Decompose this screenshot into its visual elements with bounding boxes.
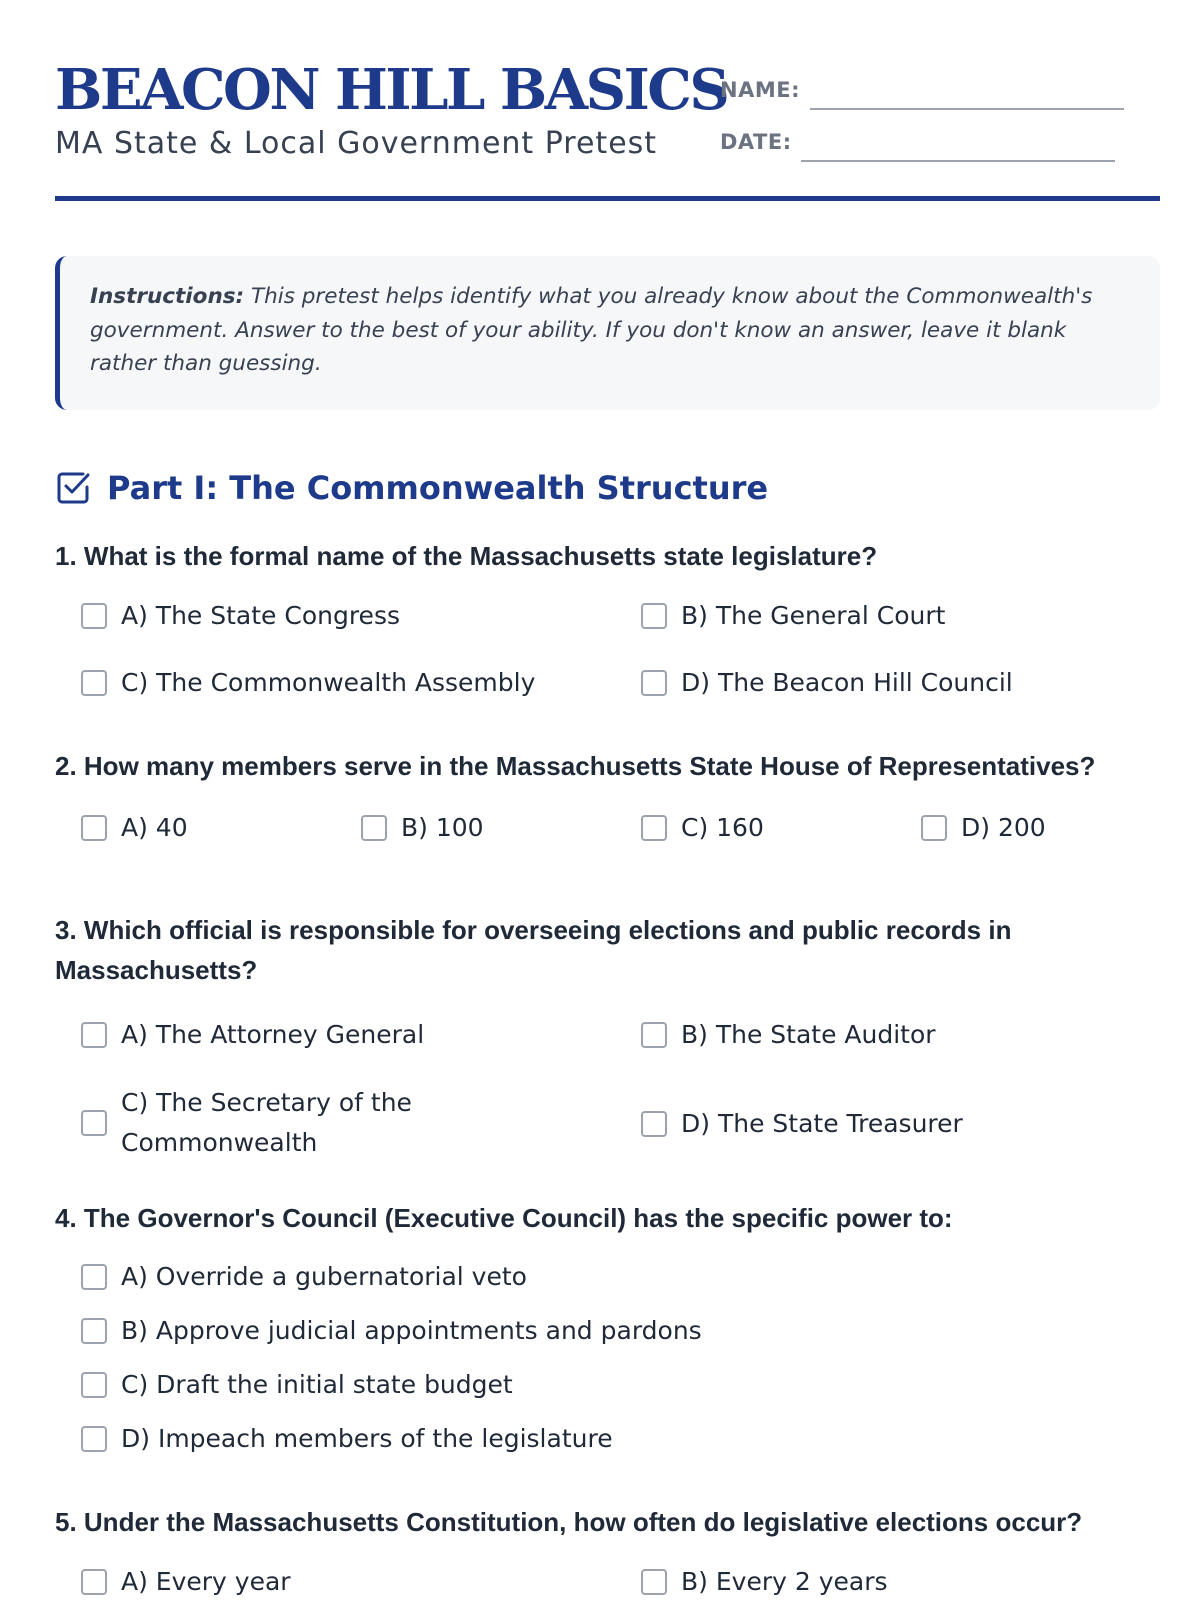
checkbox[interactable]	[641, 815, 667, 841]
checkbox-checked-icon	[55, 470, 91, 506]
checkbox[interactable]	[81, 1318, 107, 1344]
option-1c[interactable]	[81, 663, 535, 703]
instructions-lead: Instructions:	[90, 284, 245, 309]
option-2b[interactable]	[361, 808, 484, 848]
option-label: D) The Beacon Hill Council	[681, 668, 1013, 697]
checkbox[interactable]	[81, 670, 107, 696]
option-1d[interactable]	[641, 663, 1013, 703]
checkbox[interactable]	[81, 1426, 107, 1452]
checkbox[interactable]	[641, 670, 667, 696]
option-label: D) 200	[961, 813, 1046, 842]
option-3d[interactable]	[641, 1104, 963, 1144]
checkbox[interactable]	[81, 1264, 107, 1290]
question-1: 1. What is the formal name of the Massachusetts state legislature?	[55, 541, 878, 571]
option-label: C) The Secretary of the Commonwealth	[121, 1088, 412, 1157]
checkbox[interactable]	[641, 1111, 667, 1137]
checkbox[interactable]	[81, 1110, 107, 1136]
option-3c[interactable]	[81, 1083, 461, 1163]
option-label: B) Approve judicial appointments and pardons	[121, 1316, 702, 1345]
option-label: B) The General Court	[681, 601, 946, 630]
option-4c[interactable]	[81, 1365, 513, 1405]
checkbox[interactable]	[361, 815, 387, 841]
option-label: A) Override a gubernatorial veto	[121, 1262, 527, 1291]
checkbox[interactable]	[81, 1372, 107, 1398]
question-5: 5. Under the Massachusetts Constitution, how often do legislative elections occur?	[55, 1507, 1083, 1537]
option-label: C) The Commonwealth Assembly	[121, 668, 536, 697]
option-4a[interactable]	[81, 1257, 527, 1297]
part-title: Part I: The Commonwealth Structure	[107, 469, 769, 507]
option-1a[interactable]	[81, 596, 400, 636]
option-label: B) Every 2 years	[681, 1567, 888, 1596]
option-2a[interactable]	[81, 808, 188, 848]
question-2: 2. How many members serve in the Massachusetts State House of Representatives?	[55, 751, 1096, 781]
checkbox[interactable]	[641, 1569, 667, 1595]
instructions-box	[55, 256, 1160, 410]
checkbox[interactable]	[81, 1022, 107, 1048]
option-4b[interactable]	[81, 1311, 702, 1351]
option-2c[interactable]	[641, 808, 764, 848]
part-heading	[55, 468, 768, 508]
option-label: B) 100	[401, 813, 484, 842]
option-label: A) Every year	[121, 1567, 291, 1596]
option-1b[interactable]	[641, 596, 945, 636]
checkbox[interactable]	[81, 1569, 107, 1595]
checkbox[interactable]	[641, 1022, 667, 1048]
question-3: 3. Which official is responsible for overseeing elections and public records in Massachusetts?	[55, 915, 1012, 985]
name-label: NAME:	[720, 78, 800, 102]
header	[55, 58, 1160, 200]
option-2d[interactable]	[921, 808, 1046, 848]
instructions-text: This pretest helps identify what you already know about the Commonwealth's government. Answer to the best of your ability. If you don't know an answer, leave it blank rather than guessing.	[90, 284, 1093, 376]
option-5b[interactable]	[641, 1562, 888, 1600]
option-label: B) The State Auditor	[681, 1020, 936, 1049]
option-label: A) The State Congress	[121, 601, 400, 630]
option-3b[interactable]	[641, 1015, 936, 1055]
checkbox[interactable]	[641, 603, 667, 629]
date-label: DATE:	[720, 130, 792, 154]
date-field-line[interactable]	[801, 160, 1115, 162]
option-label: D) The State Treasurer	[681, 1109, 963, 1138]
option-label: A) 40	[121, 813, 188, 842]
question-4: 4. The Governor's Council (Executive Council) has the specific power to:	[55, 1203, 953, 1233]
option-label: C) Draft the initial state budget	[121, 1370, 513, 1399]
checkbox[interactable]	[81, 815, 107, 841]
page-title: BEACON HILL BASICS	[55, 57, 728, 123]
header-divider	[55, 196, 1160, 201]
pretest-page	[55, 0, 1160, 1600]
option-3a[interactable]	[81, 1015, 424, 1055]
option-label: D) Impeach members of the legislature	[121, 1424, 613, 1453]
option-5a[interactable]	[81, 1562, 291, 1600]
option-4d[interactable]	[81, 1419, 613, 1459]
name-field-line[interactable]	[810, 108, 1124, 110]
option-label: A) The Attorney General	[121, 1020, 425, 1049]
option-label: C) 160	[681, 813, 764, 842]
checkbox[interactable]	[81, 603, 107, 629]
page-subtitle: MA State & Local Government Pretest	[55, 126, 658, 161]
checkbox[interactable]	[921, 815, 947, 841]
